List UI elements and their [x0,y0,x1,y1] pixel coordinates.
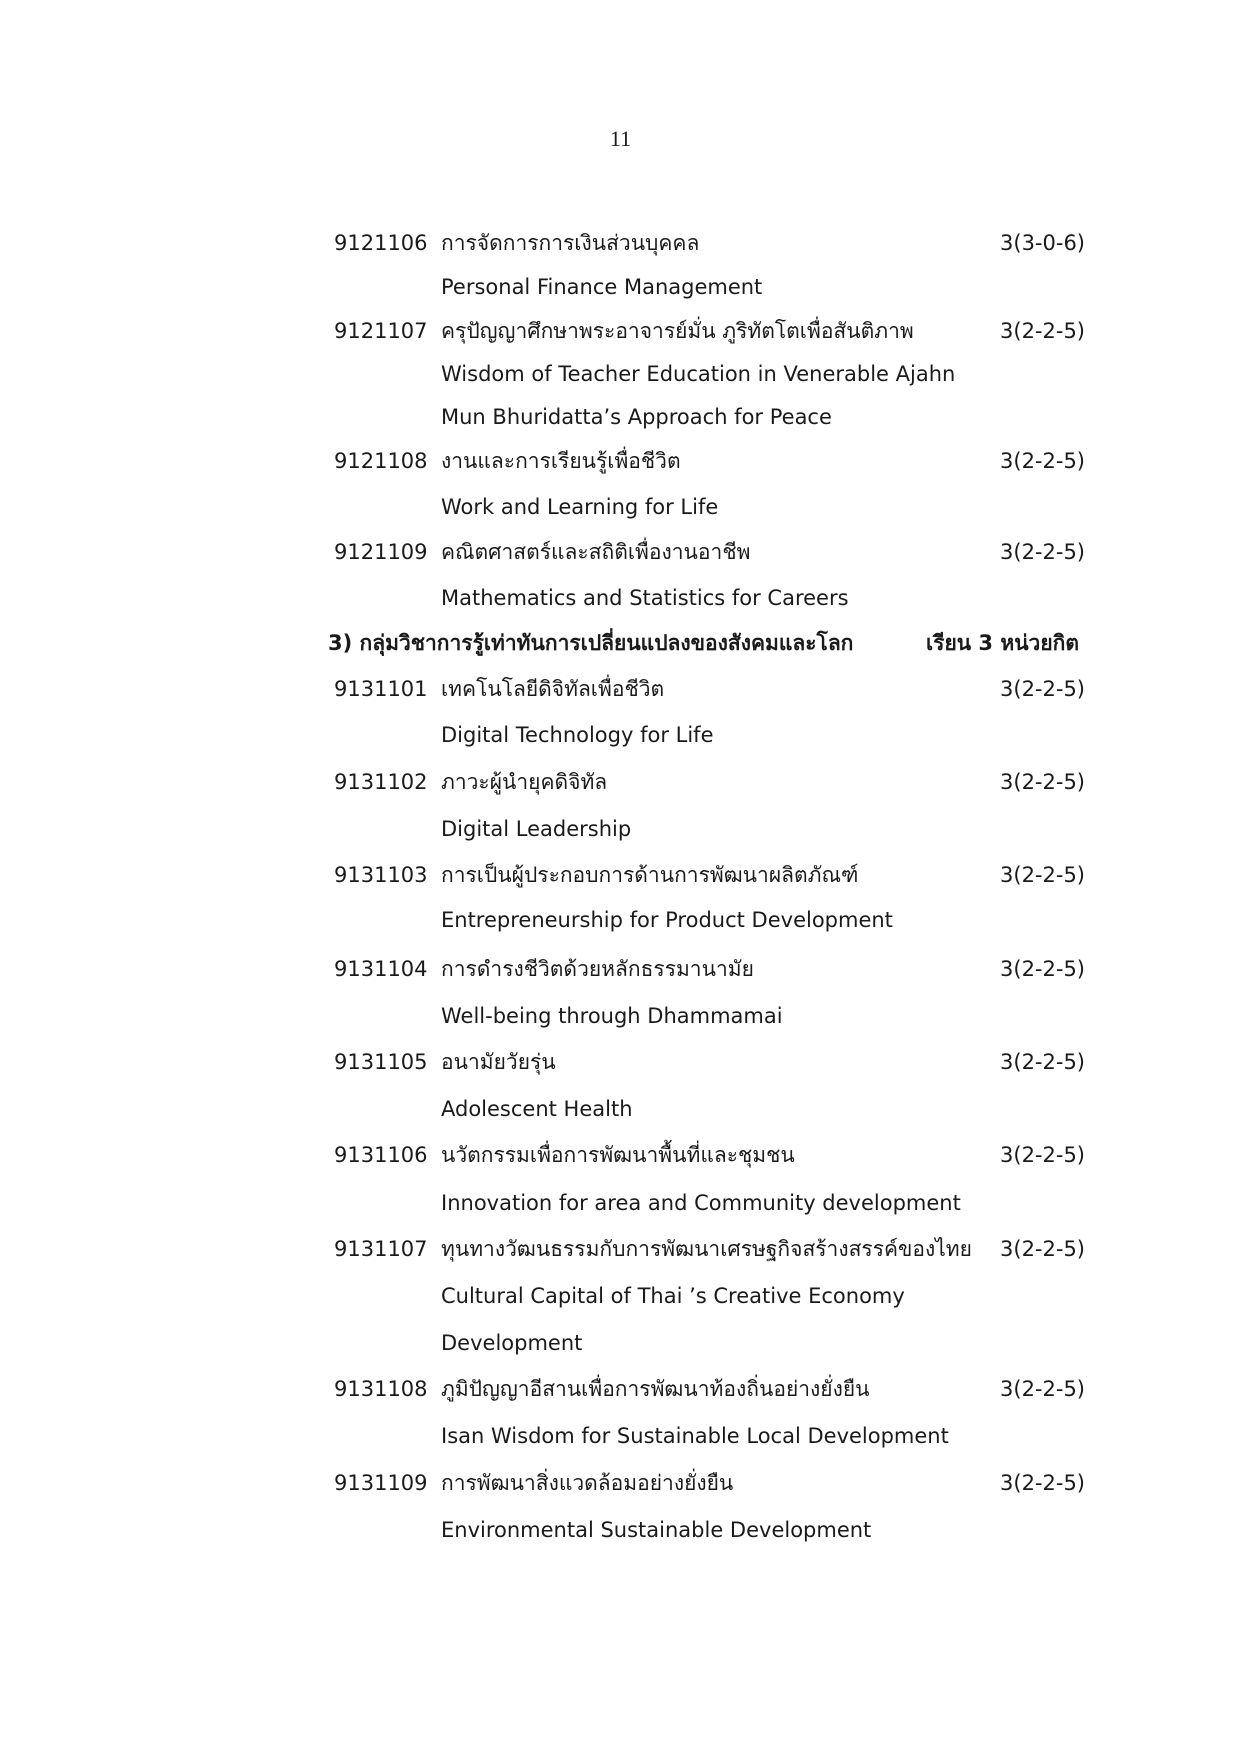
course-thai-title: ครุปัญญาศึกษาพระอาจารย์มั่น ภูริทัตโตเพื่อสันติภาพ [441,319,914,343]
course-credit: 3(2-2-5) [1000,540,1085,564]
course-row [0,440,1241,482]
course-english-row [0,396,1241,438]
course-row [0,310,1241,352]
course-english-title: Innovation for area and Community development [441,1191,961,1215]
course-credit: 3(2-2-5) [1000,770,1085,794]
course-code: 9121106 [334,231,428,255]
course-english-title: Digital Leadership [441,817,632,841]
course-english-row [0,1509,1241,1551]
course-credit: 3(2-2-5) [1000,957,1085,981]
course-code: 9121108 [334,449,428,473]
course-english-title: Work and Learning for Life [441,495,719,519]
course-credit: 3(2-2-5) [1000,1377,1085,1401]
course-english-title: Wisdom of Teacher Education in Venerable Ajahn [441,362,956,386]
course-english-row [0,266,1241,308]
course-code: 9131101 [334,677,428,701]
course-credit: 3(2-2-5) [1000,1050,1085,1074]
course-english-title: Environmental Sustainable Development [441,1518,872,1542]
course-row [0,222,1241,264]
course-row [0,1462,1241,1504]
course-english-title: Personal Finance Management [441,275,763,299]
course-thai-title: การจัดการการเงินส่วนบุคคล [441,231,700,255]
course-row [0,1134,1241,1176]
course-english-title: Cultural Capital of Thai ’s Creative Economy [441,1284,905,1308]
course-english-title: Mun Bhuridatta’s Approach for Peace [441,405,832,429]
course-english-title: Well-being through Dhammamai [441,1004,783,1028]
course-row [0,668,1241,710]
course-code: 9131106 [334,1143,428,1167]
course-credit: 3(2-2-5) [1000,1237,1085,1261]
course-thai-title: การพัฒนาสิ่งแวดล้อมอย่างยั่งยืน [441,1471,734,1495]
course-english-row [0,1182,1241,1224]
course-english-title: Isan Wisdom for Sustainable Local Development [441,1424,949,1448]
course-code: 9131109 [334,1471,428,1495]
course-thai-title: การเป็นผู้ประกอบการด้านการพัฒนาผลิตภัณฑ์ [441,863,859,887]
course-credit: 3(2-2-5) [1000,1143,1085,1167]
course-code: 9131108 [334,1377,428,1401]
course-thai-title: การดำรงชีวิตด้วยหลักธรรมานามัย [441,957,754,981]
course-row [0,948,1241,990]
course-thai-title: ภาวะผู้นำยุคดิจิทัล [441,770,608,794]
course-code: 9131105 [334,1050,428,1074]
course-english-title: Development [441,1331,583,1355]
course-english-row [0,1088,1241,1130]
course-code: 9131104 [334,957,428,981]
course-english-row [0,1322,1241,1364]
course-credit: 3(2-2-5) [1000,677,1085,701]
course-english-title: Mathematics and Statistics for Careers [441,586,849,610]
course-thai-title: อนามัยวัยรุ่น [441,1050,556,1074]
course-row [0,761,1241,803]
course-english-row [0,577,1241,619]
course-thai-title: เทคโนโลยีดิจิทัลเพื่อชีวิต [441,677,665,701]
course-thai-title: งานและการเรียนรู้เพื่อชีวิต [441,449,681,473]
group-credit: เรียน 3 หน่วยกิต [926,631,1079,655]
course-credit: 3(3-0-6) [1000,231,1085,255]
course-english-title: Entrepreneurship for Product Development [441,908,893,932]
course-thai-title: นวัตกรรมเพื่อการพัฒนาพื้นที่และชุมชน [441,1143,795,1167]
course-code: 9131102 [334,770,428,794]
course-english-row [0,1415,1241,1457]
course-thai-title: คณิตศาสตร์และสถิติเพื่องานอาชีพ [441,540,751,564]
group-heading: 3) กลุ่มวิชาการรู้เท่าทันการเปลี่ยนแปลงของสังคมและโลก [328,631,854,655]
group-heading-row [0,622,1241,664]
course-code: 9131103 [334,863,428,887]
course-row [0,1368,1241,1410]
course-row [0,1041,1241,1083]
course-english-title: Adolescent Health [441,1097,633,1121]
course-english-row [0,899,1241,941]
course-thai-title: ภูมิปัญญาอีสานเพื่อการพัฒนาท้องถิ่นอย่างยั่งยืน [441,1377,870,1401]
course-row [0,531,1241,573]
course-code: 9131107 [334,1237,428,1261]
course-credit: 3(2-2-5) [1000,449,1085,473]
course-code: 9121109 [334,540,428,564]
course-row [0,854,1241,896]
course-english-row [0,1275,1241,1317]
page-number: 11 [609,126,632,151]
course-english-row [0,808,1241,850]
course-english-row [0,486,1241,528]
course-credit: 3(2-2-5) [1000,1471,1085,1495]
course-thai-title: ทุนทางวัฒนธรรมกับการพัฒนาเศรษฐกิจสร้างสรรค์ของไทย [441,1237,972,1261]
course-english-row [0,353,1241,395]
course-english-row [0,714,1241,756]
course-english-row [0,995,1241,1037]
course-row [0,1228,1241,1270]
course-code: 9121107 [334,319,428,343]
course-english-title: Digital Technology for Life [441,723,714,747]
course-credit: 3(2-2-5) [1000,863,1085,887]
course-credit: 3(2-2-5) [1000,319,1085,343]
